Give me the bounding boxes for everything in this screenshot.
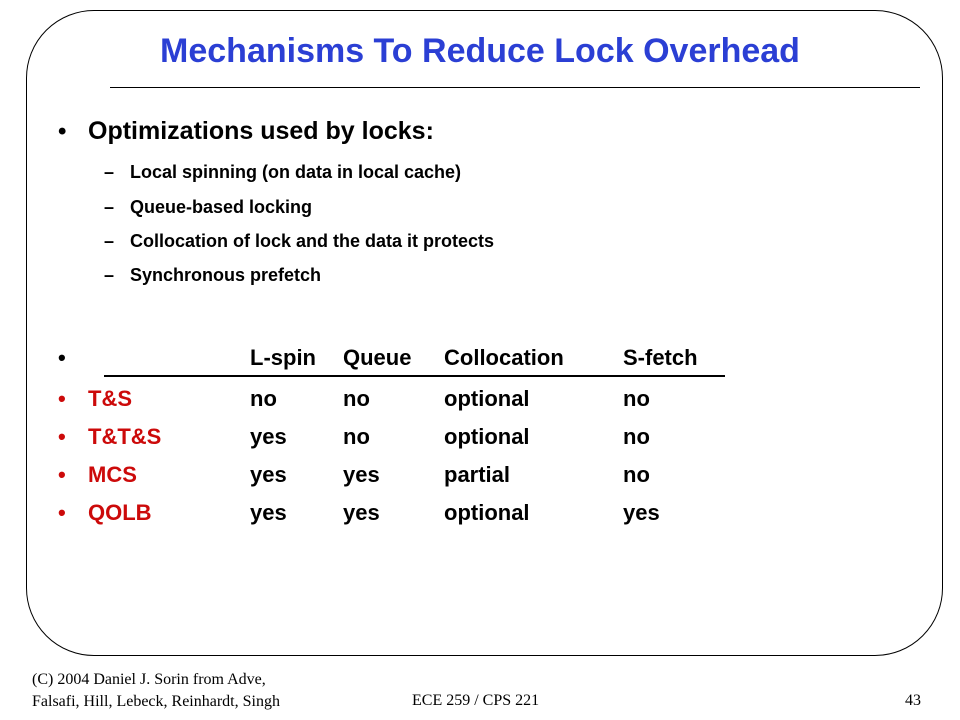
cell: no	[343, 386, 370, 411]
slide-frame	[26, 10, 943, 656]
cell: optional	[444, 386, 530, 411]
cell: optional	[444, 424, 530, 449]
row-name: T&T&S	[88, 424, 162, 449]
header-queue: Queue	[343, 345, 412, 370]
dash-icon: –	[104, 162, 115, 182]
cell: yes	[343, 462, 380, 487]
dash-icon: –	[104, 265, 115, 285]
cell: yes	[250, 462, 287, 487]
dash-icon: –	[104, 231, 115, 251]
credit-line: Falsafi, Hill, Lebeck, Reinhardt, Singh	[32, 693, 280, 710]
table-header-row	[0, 345, 960, 375]
credit-line: (C) 2004 Daniel J. Sorin from Adve,	[32, 671, 266, 688]
header-s-fetch: S-fetch	[623, 345, 698, 370]
bullet-icon: •	[58, 386, 66, 411]
bullet-icon: •	[58, 462, 66, 487]
row-name: T&S	[88, 386, 132, 411]
cell: partial	[444, 462, 511, 487]
bullet-icon: •	[58, 118, 67, 145]
sub-point-text: Collocation of lock and the data it protects	[130, 231, 495, 251]
header-collocation: Collocation	[444, 345, 564, 370]
sub-point	[104, 162, 461, 183]
cell: no	[623, 424, 650, 449]
table-row	[0, 500, 960, 530]
cell: yes	[250, 424, 287, 449]
sub-point	[104, 231, 494, 252]
table-row	[0, 386, 960, 416]
table-row	[0, 424, 960, 454]
table-row	[0, 462, 960, 492]
bullet-icon: •	[58, 345, 66, 370]
sub-point-text: Synchronous prefetch	[130, 265, 322, 285]
sub-point-text: Local spinning (on data in local cache)	[130, 162, 462, 182]
page-number: 43	[905, 692, 921, 709]
cell: yes	[623, 500, 660, 525]
row-name: MCS	[88, 462, 137, 487]
sub-point	[104, 197, 312, 218]
cell: optional	[444, 500, 530, 525]
cell: yes	[250, 500, 287, 525]
cell: yes	[343, 500, 380, 525]
sub-point-text: Queue-based locking	[130, 197, 313, 217]
main-point: Optimizations used by locks:	[88, 117, 434, 145]
row-name: QOLB	[88, 500, 152, 525]
cell: no	[623, 386, 650, 411]
cell: no	[250, 386, 277, 411]
footer-course: ECE 259 / CPS 221	[412, 692, 540, 709]
dash-icon: –	[104, 197, 115, 217]
bullet-icon: •	[58, 500, 66, 525]
bullet-icon: •	[58, 424, 66, 449]
footer-credit	[32, 669, 280, 713]
cell: no	[623, 462, 650, 487]
title-underline	[110, 87, 920, 88]
header-l-spin: L-spin	[250, 345, 316, 370]
sub-point	[104, 265, 321, 286]
cell: no	[343, 424, 370, 449]
slide-title: Mechanisms To Reduce Lock Overhead	[160, 32, 800, 70]
header-underline	[104, 375, 725, 377]
